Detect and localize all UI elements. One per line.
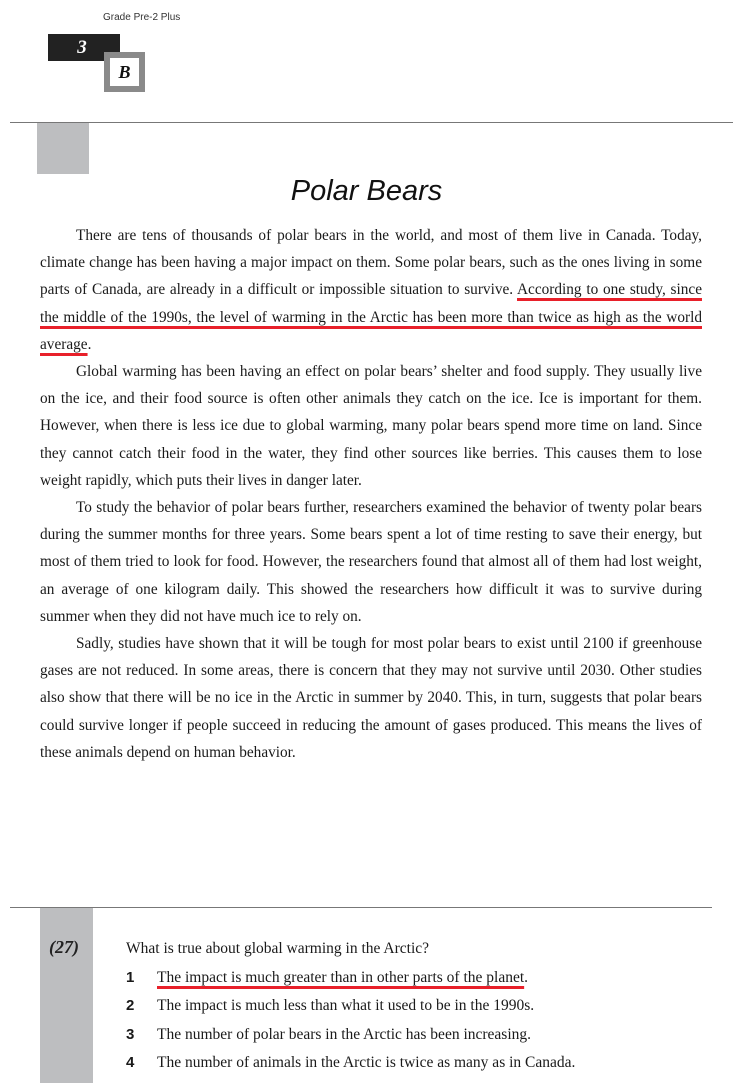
question-text: What is true about global warming in the Arctic? (126, 940, 430, 957)
grade-label: Grade Pre-2 Plus (103, 12, 181, 23)
answer-options (126, 967, 686, 1080)
answer-option-2[interactable]: 2 The impact is much less than what it used to be in the 1990s. (126, 997, 535, 1015)
section-letter-box (104, 52, 145, 92)
section-number: 3 (48, 34, 120, 61)
passage-title: Polar Bears (290, 175, 443, 207)
paragraph-3: To study the behavior of polar bears further, researchers examined the behavior of twenty polar bears during the summer months for three years. Some bears spent a lot of time resting to save their energy, but most of them tried to look for food. However, the researchers found that almost all of them had lost weight, an average of one kilogram daily. This showed the researchers how difficult it was to survive during summer when they did not have much ice to rely on. (40, 499, 702, 625)
underlined-sentence: According to one study, since the middle of the 1990s, the level of warming in the Arctic has been more than twice as high as the world average (40, 281, 702, 353)
section-letter: B (110, 58, 139, 86)
question-side-bar (40, 908, 93, 1083)
paragraph-2: Global warming has been having an effect on polar bears’ shelter and food supply. They usually live on the ice, and their food source is often other animals they catch on the ice. Ice is important for them. However, when there is less ice due to global warming, many polar bears spend more time on land. Since they cannot catch their food in the water, they find other sources like berries. This causes them to lose weight rapidly, which puts their lives in danger later. (40, 363, 702, 489)
underlined-answer: The impact is much greater than in other parts of the planet (157, 969, 525, 986)
top-rule (10, 122, 733, 123)
paragraph-4: Sadly, studies have shown that it will be tough for most polar bears to exist until 2100 if greenhouse gases are not reduced. In some areas, there is concern that they may not survive until 2030. Other studies also show that there will be no ice in the Arctic in summer by 2040. This, in turn, suggests that polar bears could survive longer if people succeed in reducing the amount of gases produced. This means the lives of these animals depend on human behavior. (40, 635, 702, 761)
question-number: (27) (49, 937, 79, 957)
gray-tab (37, 123, 89, 174)
passage (40, 222, 702, 766)
answer-option-3[interactable]: 3 The number of polar bears in the Arctic has been increasing. (126, 1025, 532, 1043)
answer-option-1[interactable]: 1 The impact is much greater than in other parts of the planet. (126, 969, 529, 986)
answer-option-4[interactable]: 4 The number of animals in the Arctic is twice as many as in Canada. (126, 1053, 576, 1071)
paragraph-1: There are tens of thousands of polar bears in the world, and most of them live in Canada. Today, climate change has been having a major impact on them. Some polar bears, such as the ones living in some parts of Canada, are already in a difficult or impossible situation to survive. According to one study, since the middle of the 1990s, the level of warming in the Arctic has been more than twice as high as the world average. (40, 227, 702, 353)
middle-rule (10, 907, 712, 908)
